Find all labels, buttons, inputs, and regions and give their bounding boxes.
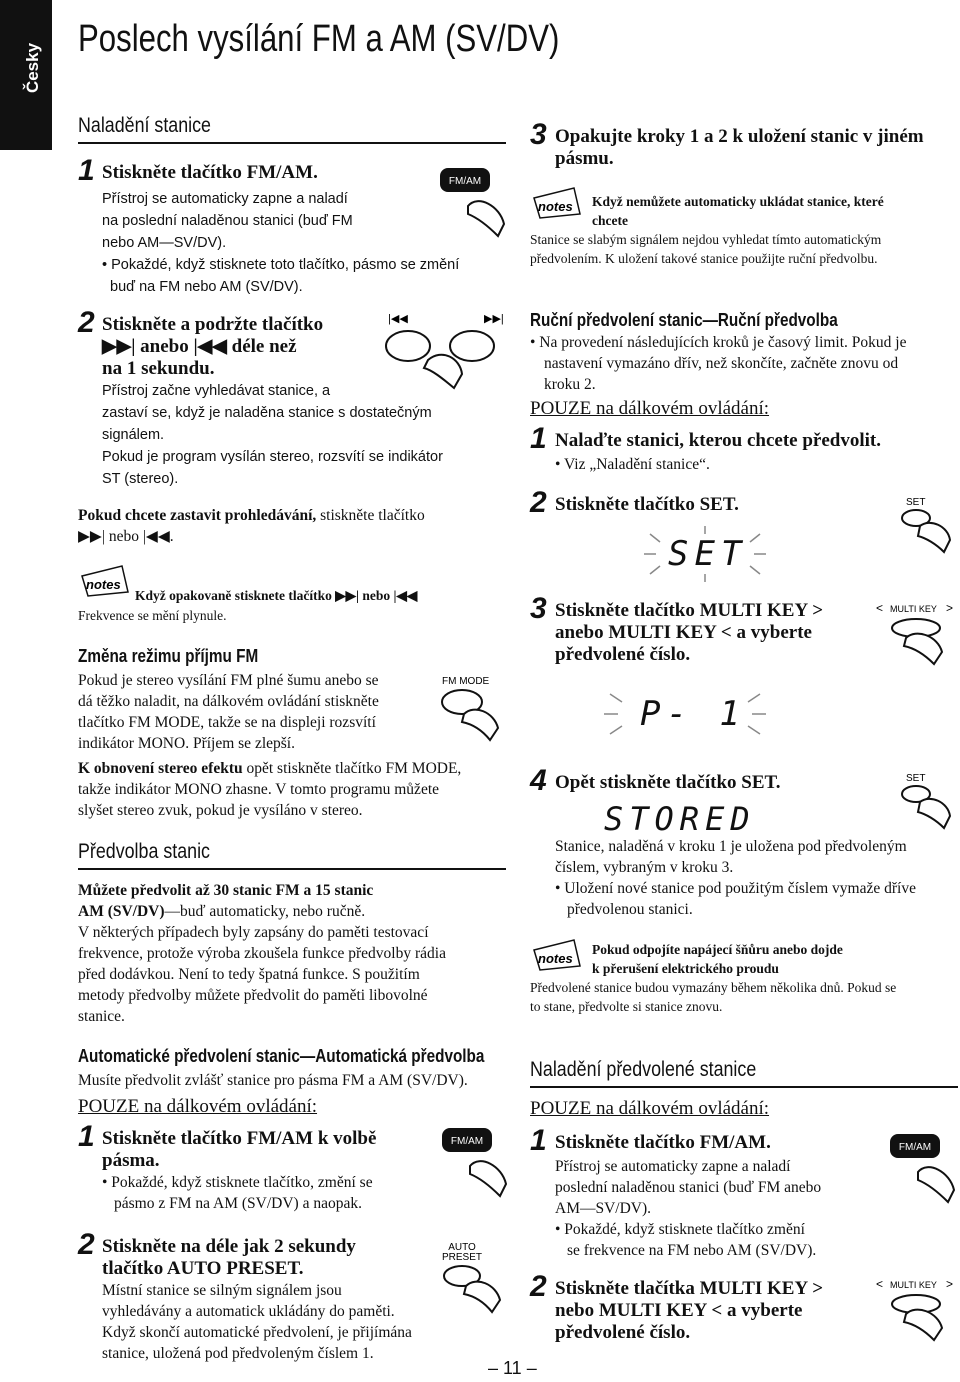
- set-button-illustration: [900, 494, 956, 554]
- step-number: 3: [530, 118, 547, 151]
- step-number: 1: [78, 154, 95, 187]
- page-title: Poslech vysílání FM a AM (SV/DV): [78, 18, 560, 60]
- section-rule: [78, 868, 506, 870]
- svg-text:notes: notes: [538, 951, 573, 966]
- step-body: Místní stanice se silným signálem jsou vyhledávány a automatick ukládány do paměti. Když skončí automatické předvolení, je přijímána stanice, uložená pod předvoleným číslem 1.: [102, 1282, 412, 1362]
- step-body: Přístroj začne vyhledávat stanice, a zastaví se, když je naladěna stanice s dostatečným signálem. Pokud je program vysílán stereo, rozsvítí se indikátor ST (stereo).: [102, 383, 443, 487]
- svg-text:>: >: [946, 1277, 954, 1291]
- step-title: Stiskněte na déle jak 2 sekundy tlačítko AUTO PRESET.: [102, 1236, 356, 1279]
- svg-text:<: <: [876, 601, 884, 615]
- section-title-naladeni: Naladění stanice: [78, 114, 211, 137]
- notes-heading: Pokud odpojíte napájecí šňůru anebo dojde k přerušení elektrického proudu: [592, 942, 843, 976]
- predvolba-body: Můžete předvolit až 30 stanic FM a 15 stanic AM (SV/DV)—buď automaticky, nebo ručně. V některých případech byly zapsány do paměti testovací frekvence, protože výroba zkoušela funkce předvolby rádia před dodávkou. Není to tedy špatná funkce. S použitím metody předvolby můžete předvolit do paměti libovolné stanice.: [78, 882, 446, 1025]
- rucni-bullets: • Na provedení následujících kroků je časový limit. Pokud je nastavení vymazáno dřív, než skončíte, začněte znovu od kroku 2.: [530, 334, 907, 393]
- set-display: SET: [640, 524, 770, 584]
- step-title: Opakujte kroky 1 a 2 k uložení stanic v jiném pásmu.: [555, 126, 924, 169]
- set-button-illustration: [900, 770, 956, 832]
- language-tab: [0, 0, 52, 150]
- step-body: • Pokaždé, když stisknete tlačítko, změní se pásmo z FM na AM (SV/DV) a naopak.: [102, 1174, 373, 1212]
- svg-text:FM/AM: FM/AM: [448, 176, 482, 187]
- step-body: Přístroj se automaticky zapne a naladí na poslední naladěnou stanici (buď FM nebo AM—SV/DV). • Pokaždé, když stisknete toto tlačítko, pásmo se změní buď na FM nebo AM (SV/DV).: [102, 191, 460, 295]
- svg-text:MULTI KEY: MULTI KEY: [890, 604, 937, 614]
- svg-text:notes: notes: [86, 577, 121, 592]
- fm-am-button-illustration: [888, 1132, 958, 1204]
- multi-key-illustration: [876, 600, 958, 666]
- notes-icon: [78, 562, 132, 598]
- section-title-auto: Automatické předvolení stanic—Automatická předvolba: [78, 1046, 485, 1066]
- step-title: Stiskněte a podržte tlačítko ▶▶| anebo |◀◀ déle než na 1 sekundu.: [102, 314, 324, 379]
- fm-am-button-illustration: [440, 1126, 510, 1198]
- step-title: Stiskněte tlačítka MULTI KEY > nebo MULTI KEY < a vyberte předvolené číslo.: [555, 1278, 824, 1343]
- stored-display: STORED: [604, 800, 756, 838]
- step-title: Opět stiskněte tlačítko SET.: [555, 772, 781, 793]
- obnoveni-body: K obnovení stereo efektu opět stiskněte tlačítko FM MODE, takže indikátor MONO zhasne. V tomto programu můžete slyšet stereo zvuk, pokud je vysíláno v stereo.: [78, 760, 462, 819]
- step-number: 1: [78, 1120, 95, 1153]
- step-title: Stiskněte tlačítko FM/AM.: [102, 162, 318, 183]
- notes-icon: [530, 184, 584, 220]
- svg-text:▶▶|: ▶▶|: [484, 313, 504, 325]
- step-body: Přístroj se automaticky zapne a naladí poslední naladěnou stanici (buď FM anebo AM—SV/DV). • Pokaždé, když stisknete tlačítko změní se frekvence na FM nebo AM (SV/DV).: [555, 1158, 822, 1259]
- page-number: – 11 –: [488, 1358, 537, 1378]
- notes-icon: [530, 936, 584, 972]
- svg-text:SET: SET: [906, 773, 926, 784]
- svg-text:FM/AM: FM/AM: [898, 1142, 932, 1153]
- step-number: 2: [530, 1270, 547, 1303]
- notes-body: Stanice se slabým signálem nejdou vyhledat tímto automatickým předvolením. K uložení takové stanice použijte ruční předvolbu.: [530, 232, 882, 266]
- stop-search-note: Pokud chcete zastavit prohledávání, stiskněte tlačítko ▶▶| nebo |◀◀.: [78, 507, 425, 545]
- step-body: Stanice, naladěná v kroku 1 je uložena pod předvoleným číslem, vybraným v kroku 3. • Uložení nové stanice pod použitým číslem vymaže dříve předvolenou stanici.: [555, 838, 916, 918]
- step-number: 2: [78, 1228, 95, 1261]
- svg-text:FM/AM: FM/AM: [450, 1136, 484, 1147]
- multi-key-illustration: [876, 1276, 958, 1342]
- step-number: 1: [530, 422, 547, 455]
- section-title-rucni: Ruční předvolení stanic—Ruční předvolba: [530, 310, 838, 330]
- step-number: 4: [530, 764, 547, 797]
- remote-only-label: POUZE na dálkovém ovládání:: [78, 1096, 318, 1117]
- step-title: Stiskněte tlačítko FM/AM.: [555, 1132, 771, 1153]
- section-rule: [530, 1086, 958, 1088]
- fm-am-button-illustration: [438, 166, 508, 238]
- notes-heading: Když nemůžete automaticky ukládat stanice, které chcete: [592, 194, 884, 228]
- svg-text:MULTI KEY: MULTI KEY: [890, 1280, 937, 1290]
- step-number: 2: [530, 486, 547, 519]
- step-body: • Viz „Naladění stanice“.: [555, 456, 710, 473]
- section-title-predvolba: Předvolba stanic: [78, 840, 210, 863]
- svg-text:AUTO: AUTO: [448, 1242, 476, 1253]
- step-number: 2: [78, 306, 95, 339]
- notes-heading: Když opakovaně stisknete tlačítko ▶▶| nebo |◀◀: [135, 588, 418, 603]
- section-title-rezim: Změna režimu příjmu FM: [78, 646, 259, 666]
- step-title: Nalaďte stanici, kterou chcete předvolit.: [555, 430, 881, 451]
- notes-body: Frekvence se mění plynule.: [78, 608, 227, 623]
- remote-only-label: POUZE na dálkovém ovládání:: [530, 398, 770, 419]
- section-title-naladeni-predvolene: Naladění předvolené stanice: [530, 1058, 757, 1081]
- step-title: Stiskněte tlačítko FM/AM k volbě pásma.: [102, 1128, 377, 1171]
- step-number: 3: [530, 592, 547, 625]
- section-rule: [78, 142, 506, 144]
- remote-only-label: POUZE na dálkovém ovládání:: [530, 1098, 770, 1119]
- step-title: Stiskněte tlačítko MULTI KEY > anebo MULTI KEY < a vyberte předvolené číslo.: [555, 600, 824, 665]
- svg-text:SET: SET: [906, 497, 926, 508]
- preset-display: P- 1: [600, 682, 770, 744]
- language-label: Česky: [23, 42, 43, 94]
- svg-text:notes: notes: [538, 199, 573, 214]
- svg-text:>: >: [946, 601, 954, 615]
- fm-mode-label: FM MODE: [442, 676, 490, 687]
- auto-preset-button-illustration: [440, 1238, 510, 1314]
- notes-body: Předvolené stanice budou vymazány během několika dnů. Pokud se to stane, předvolte si stanice znovu.: [530, 980, 897, 1014]
- step-title: Stiskněte tlačítko SET.: [555, 494, 739, 515]
- fm-mode-button-illustration: [438, 672, 508, 742]
- svg-text:PRESET: PRESET: [441, 1252, 483, 1263]
- auto-subtitle: Musíte předvolit zvlášť stanice pro pásma FM a AM (SV/DV).: [78, 1072, 468, 1089]
- svg-text:|◀◀: |◀◀: [388, 313, 408, 325]
- rezim-body: Pokud je stereo vysílání FM plné šumu anebo se dá těžko naladit, na dálkovém ovládání stiskněte tlačítko FM MODE, takže se na displeji rozsvítí indikátor MONO. Příjem se zlepší.: [78, 672, 379, 752]
- step-number: 1: [530, 1124, 547, 1157]
- svg-text:<: <: [876, 1277, 884, 1291]
